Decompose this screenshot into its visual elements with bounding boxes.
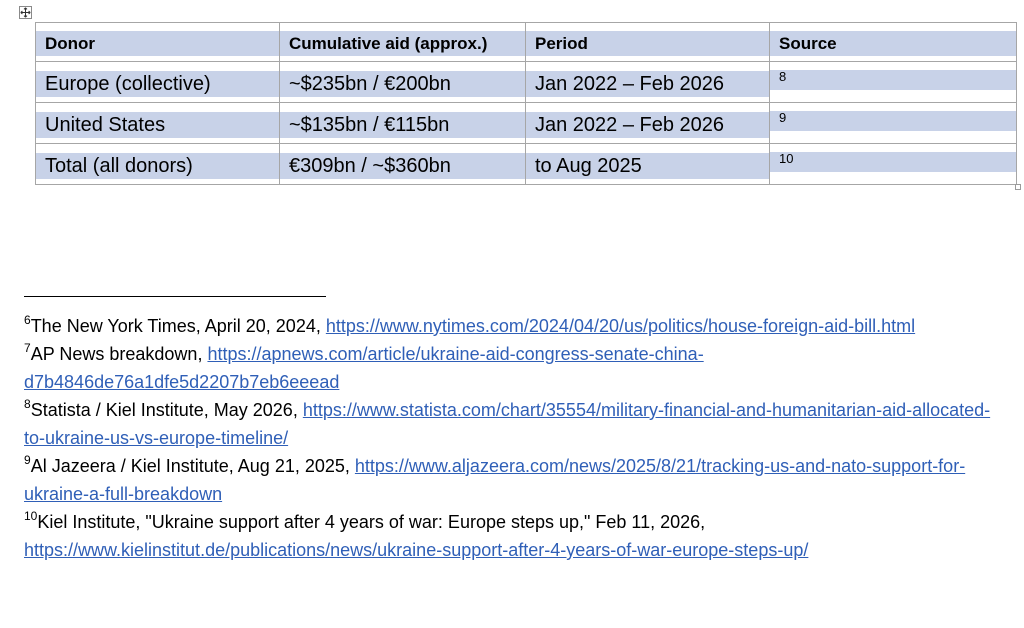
footnote-separator bbox=[24, 296, 326, 297]
cell-aid[interactable] bbox=[280, 103, 526, 144]
table-row bbox=[36, 144, 1017, 185]
cell-donor[interactable] bbox=[36, 62, 280, 103]
footnote-text: Al Jazeera / Kiel Institute, Aug 21, 2025, bbox=[30, 456, 355, 476]
footnote-number[interactable]: 9 bbox=[24, 453, 31, 467]
footnote-8 bbox=[24, 396, 1009, 452]
footnote-number[interactable]: 10 bbox=[24, 509, 38, 523]
footnote-text: Statista / Kiel Institute, May 2026, bbox=[30, 400, 303, 420]
cell-aid-text: €309bn / ~$360bn bbox=[280, 153, 525, 179]
cell-aid[interactable] bbox=[280, 62, 526, 103]
table-header-row bbox=[36, 23, 1017, 62]
footnotes bbox=[24, 312, 1009, 564]
cell-donor[interactable] bbox=[36, 144, 280, 185]
header-donor-label: Donor bbox=[36, 31, 279, 56]
aid-table bbox=[35, 22, 1017, 185]
table-row bbox=[36, 103, 1017, 144]
cell-period-text: to Aug 2025 bbox=[526, 153, 769, 179]
cell-aid[interactable] bbox=[280, 144, 526, 185]
cell-period-text: Jan 2022 – Feb 2026 bbox=[526, 112, 769, 138]
cell-donor[interactable] bbox=[36, 103, 280, 144]
header-source-label: Source bbox=[770, 31, 1016, 56]
footnote-6 bbox=[24, 312, 1009, 340]
footnote-number[interactable]: 6 bbox=[24, 313, 31, 327]
footnote-link[interactable]: https://www.kielinstitut.de/publications/news/ukraine-support-after-4-years-of-war-europe-steps-up/ bbox=[24, 540, 809, 560]
cell-period[interactable] bbox=[526, 103, 770, 144]
footnote-text: The New York Times, April 20, 2024, bbox=[30, 316, 326, 336]
footnote-text: AP News breakdown, bbox=[30, 344, 208, 364]
cell-source-footnote-ref[interactable]: 8 bbox=[779, 69, 787, 84]
footnote-link[interactable]: https://www.statista.com/chart/35554/military-financial-and-humanitarian-aid-allocated-to-ukraine-us-vs-europe-timeline/ bbox=[24, 400, 991, 448]
header-donor[interactable] bbox=[36, 23, 280, 62]
header-period-label: Period bbox=[526, 31, 769, 56]
header-period[interactable] bbox=[526, 23, 770, 62]
cell-aid-text: ~$135bn / €115bn bbox=[280, 112, 525, 138]
cell-source[interactable] bbox=[770, 103, 1017, 144]
footnote-text: Kiel Institute, "Ukraine support after 4 years of war: Europe steps up," Feb 11, 2026, bbox=[37, 512, 706, 532]
cell-donor-text: Europe (collective) bbox=[36, 71, 279, 97]
table-resize-handle-icon[interactable] bbox=[1015, 184, 1021, 190]
cell-source[interactable] bbox=[770, 62, 1017, 103]
cell-source[interactable] bbox=[770, 144, 1017, 185]
header-cumulative-aid[interactable] bbox=[280, 23, 526, 62]
cell-aid-text: ~$235bn / €200bn bbox=[280, 71, 525, 97]
cell-period[interactable] bbox=[526, 62, 770, 103]
cell-donor-text: United States bbox=[36, 112, 279, 138]
footnote-10 bbox=[24, 508, 1009, 564]
footnote-7 bbox=[24, 340, 1009, 396]
footnote-number[interactable]: 7 bbox=[24, 341, 31, 355]
footnote-link[interactable]: https://apnews.com/article/ukraine-aid-congress-senate-china-d7b4846de76a1dfe5d2207b7eb6eeead bbox=[24, 344, 704, 392]
footnote-9 bbox=[24, 452, 1009, 508]
cell-donor-text: Total (all donors) bbox=[36, 153, 279, 179]
cell-source-footnote-ref[interactable]: 10 bbox=[779, 151, 794, 166]
header-cumulative-aid-label: Cumulative aid (approx.) bbox=[280, 31, 525, 56]
table-move-handle-icon[interactable] bbox=[19, 6, 32, 19]
header-source[interactable] bbox=[770, 23, 1017, 62]
footnote-link[interactable]: https://www.nytimes.com/2024/04/20/us/politics/house-foreign-aid-bill.html bbox=[325, 316, 916, 336]
footnote-number[interactable]: 8 bbox=[24, 397, 31, 411]
footnote-link[interactable]: https://www.aljazeera.com/news/2025/8/21/tracking-us-and-nato-support-for-ukraine-a-full-breakdown bbox=[24, 456, 966, 504]
cell-period-text: Jan 2022 – Feb 2026 bbox=[526, 71, 769, 97]
table-row bbox=[36, 62, 1017, 103]
cell-source-footnote-ref[interactable]: 9 bbox=[779, 110, 787, 125]
cell-period[interactable] bbox=[526, 144, 770, 185]
